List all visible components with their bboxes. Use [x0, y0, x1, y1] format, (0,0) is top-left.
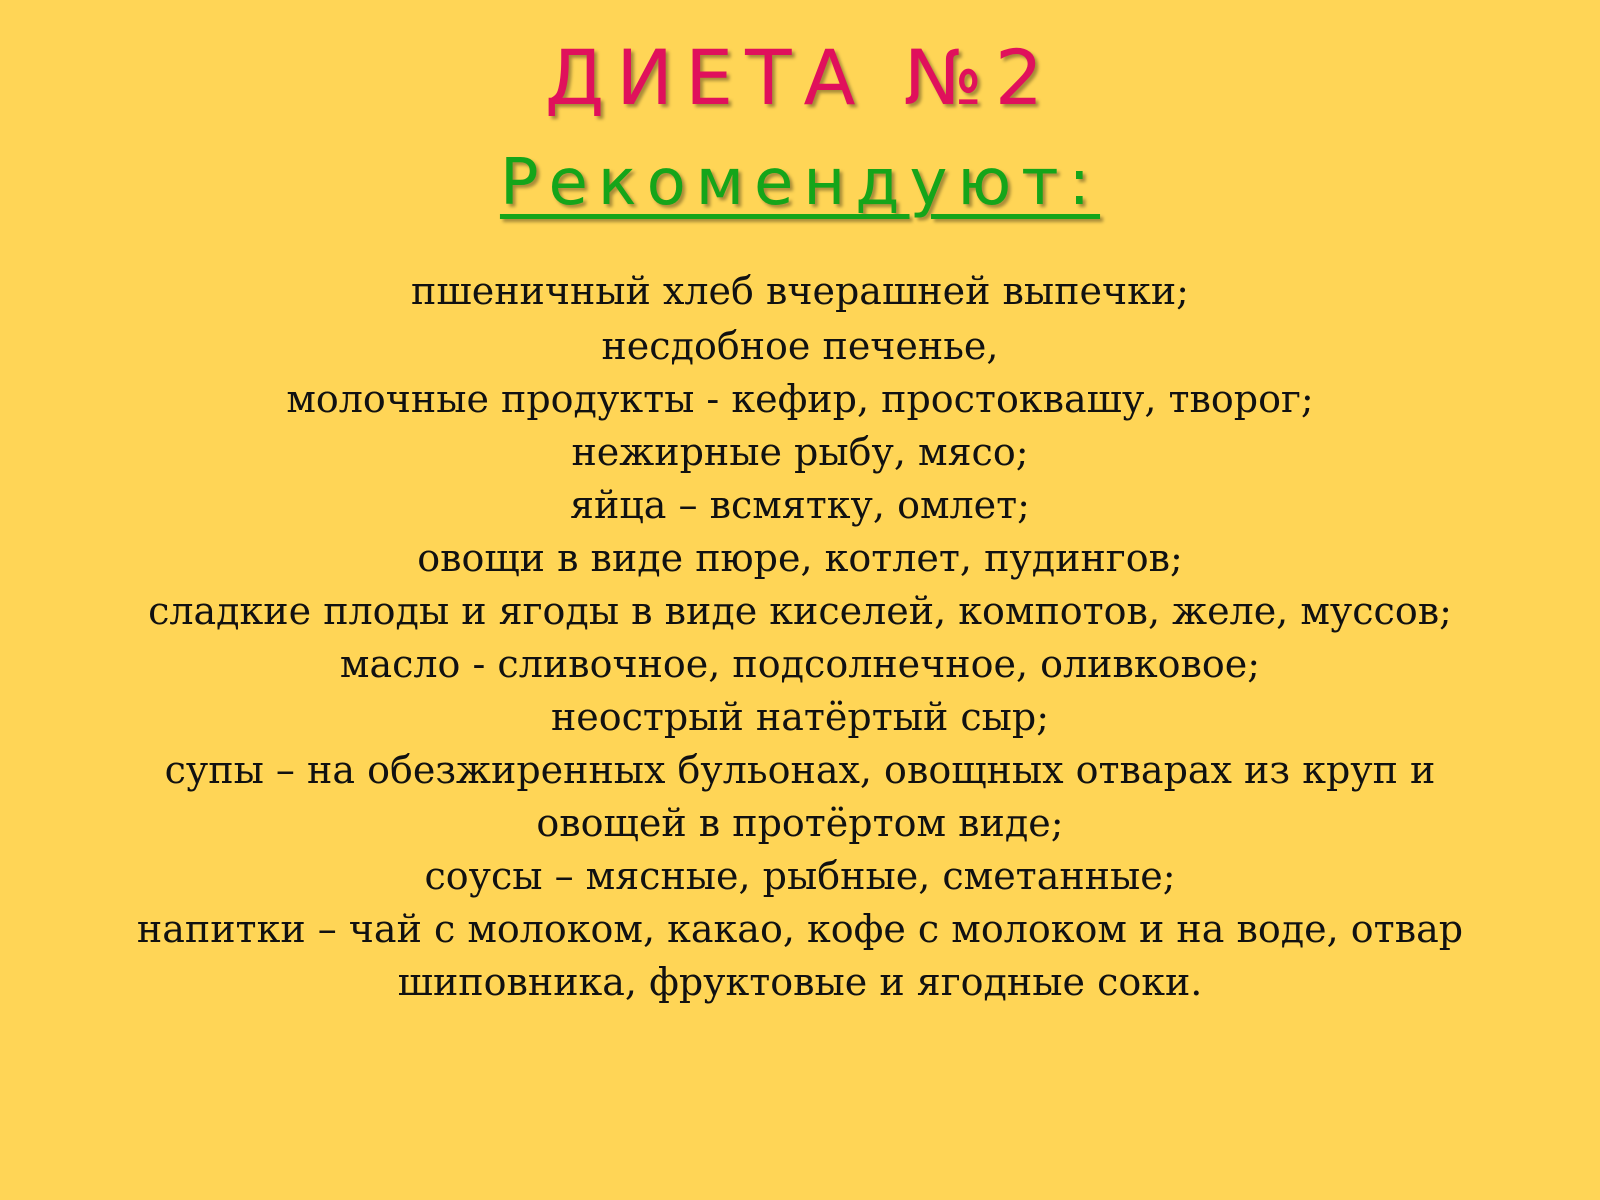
list-item: пшеничный хлеб вчерашней выпечки; [411, 269, 1189, 313]
list-item: овощей в протёртом виде; [536, 801, 1064, 845]
list-item: шиповника, фруктовые и ягодные соки. [397, 960, 1203, 1004]
list-item: неострый натёртый сыр; [550, 695, 1050, 739]
list-item: молочные продукты - кефир, простоквашу, творог; [286, 377, 1314, 421]
list-item: масло - сливочное, подсолнечное, оливковое; [339, 642, 1261, 686]
recommendations-list [100, 262, 1500, 1009]
slide-title: ДИЕТА №2 [544, 33, 1056, 122]
list-item: овощи в виде пюре, котлет, пудингов; [417, 536, 1183, 580]
list-item: соусы – мясные, рыбные, сметанные; [424, 854, 1176, 898]
list-item: яйца – всмятку, омлет; [570, 483, 1030, 527]
list-item: несдобное печенье, [601, 324, 999, 368]
list-item: нежирные рыбу, мясо; [571, 430, 1029, 474]
list-item: сладкие плоды и ягоды в виде киселей, компотов, желе, муссов; [148, 589, 1452, 633]
slide-subtitle: Рекомендуют: [499, 146, 1101, 220]
list-item: напитки – чай с молоком, какао, кофе с молоком и на воде, отвар [136, 907, 1464, 951]
list-item: супы – на обезжиренных бульонах, овощных отварах из круп и [164, 748, 1436, 792]
